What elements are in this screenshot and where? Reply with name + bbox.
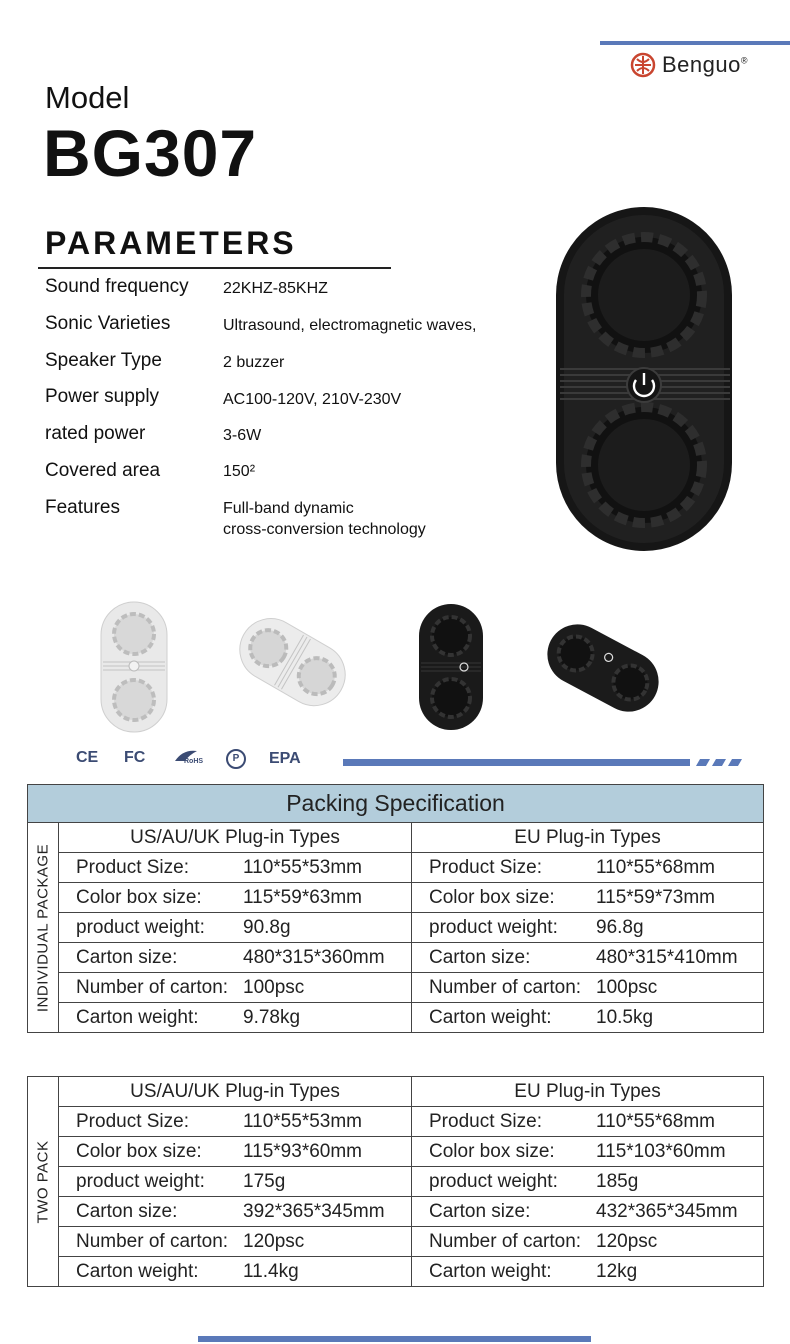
table-row: Product Size: 110*55*53mm Product Size: 110*55*68mm bbox=[28, 1107, 764, 1137]
section-label: TWO PACK bbox=[28, 1077, 59, 1287]
model-label: Model bbox=[45, 80, 130, 115]
table-row: Color box size: 115*59*63mm Color box size: 115*59*73mm bbox=[28, 883, 764, 913]
parameters-title: PARAMETERS bbox=[45, 225, 297, 261]
product-main-image bbox=[550, 203, 740, 555]
table-row: product weight: 90.8g product weight: 96.8g bbox=[28, 913, 764, 943]
param-label: Power supply bbox=[45, 386, 160, 407]
column-header: US/AU/UK Plug-in Types bbox=[59, 823, 412, 853]
param-value: 150² bbox=[223, 463, 256, 480]
table-row: Number of carton: 100psc Number of carton: 100psc bbox=[28, 973, 764, 1003]
decorative-stripe-bar bbox=[343, 759, 690, 766]
param-value: 22KHZ-85KHZ bbox=[223, 280, 328, 297]
table-row: Carton size: 480*315*360mm Carton size: 480*315*410mm bbox=[28, 943, 764, 973]
table-row: Number of carton: 120psc Number of carton: 120psc bbox=[28, 1227, 764, 1257]
epa-cert-icon: EPA bbox=[269, 750, 301, 767]
decorative-stripe bbox=[712, 759, 726, 766]
table-row: Carton weight: 9.78kg Carton weight: 10.5kg bbox=[28, 1003, 764, 1033]
param-value: 3-6W bbox=[223, 427, 262, 444]
decorative-stripe bbox=[696, 759, 710, 766]
column-header: US/AU/UK Plug-in Types bbox=[59, 1077, 412, 1107]
brand-name: Benguo® bbox=[662, 52, 748, 77]
param-label: Sonic Varieties bbox=[45, 313, 171, 334]
parameters-underline bbox=[38, 267, 391, 269]
ce-cert-icon: CE bbox=[76, 749, 99, 766]
column-header: EU Plug-in Types bbox=[412, 1077, 764, 1107]
param-value: Ultrasound, electromagnetic waves, bbox=[223, 317, 477, 334]
brand-logo bbox=[630, 52, 748, 78]
table-row: Color box size: 115*93*60mm Color box size: 115*103*60mm bbox=[28, 1137, 764, 1167]
param-label: Features bbox=[45, 497, 120, 518]
param-value: AC100-120V, 210V-230V bbox=[223, 391, 402, 408]
model-code: BG307 bbox=[43, 116, 258, 190]
product-black-angled-image bbox=[538, 612, 668, 724]
fcc-cert-icon: FC bbox=[124, 749, 146, 766]
pse-cert-icon: P bbox=[226, 749, 246, 769]
decorative-stripe bbox=[728, 759, 742, 766]
rohs-cert-icon: RoHS bbox=[184, 758, 204, 765]
packing-spec-individual-table bbox=[27, 784, 764, 1033]
param-label: Speaker Type bbox=[45, 350, 162, 371]
param-value: 2 buzzer bbox=[223, 354, 285, 371]
table-row: Carton weight: 11.4kg Carton weight: 12kg bbox=[28, 1257, 764, 1287]
brand-accent-bar bbox=[600, 41, 790, 45]
param-value: Full-band dynamic cross-conversion technology bbox=[223, 500, 426, 538]
table-row: product weight: 175g product weight: 185g bbox=[28, 1167, 764, 1197]
param-label: Covered area bbox=[45, 460, 161, 481]
param-label: Sound frequency bbox=[45, 276, 189, 297]
param-label: rated power bbox=[45, 423, 146, 444]
column-header: EU Plug-in Types bbox=[412, 823, 764, 853]
benguo-logo-icon bbox=[630, 52, 656, 78]
table-row: Carton size: 392*365*345mm Carton size: 432*365*345mm bbox=[28, 1197, 764, 1227]
packing-spec-title: Packing Specification bbox=[28, 785, 764, 823]
product-black-front-image bbox=[416, 602, 486, 732]
table-row: Product Size: 110*55*53mm Product Size: 110*55*68mm bbox=[28, 853, 764, 883]
product-white-angled-image bbox=[228, 603, 356, 723]
section-label: INDIVIDUAL PACKAGE bbox=[28, 823, 59, 1033]
packing-spec-two-pack-table bbox=[27, 1076, 764, 1287]
bottom-accent-bar bbox=[198, 1336, 591, 1342]
product-white-front-image bbox=[98, 600, 170, 734]
